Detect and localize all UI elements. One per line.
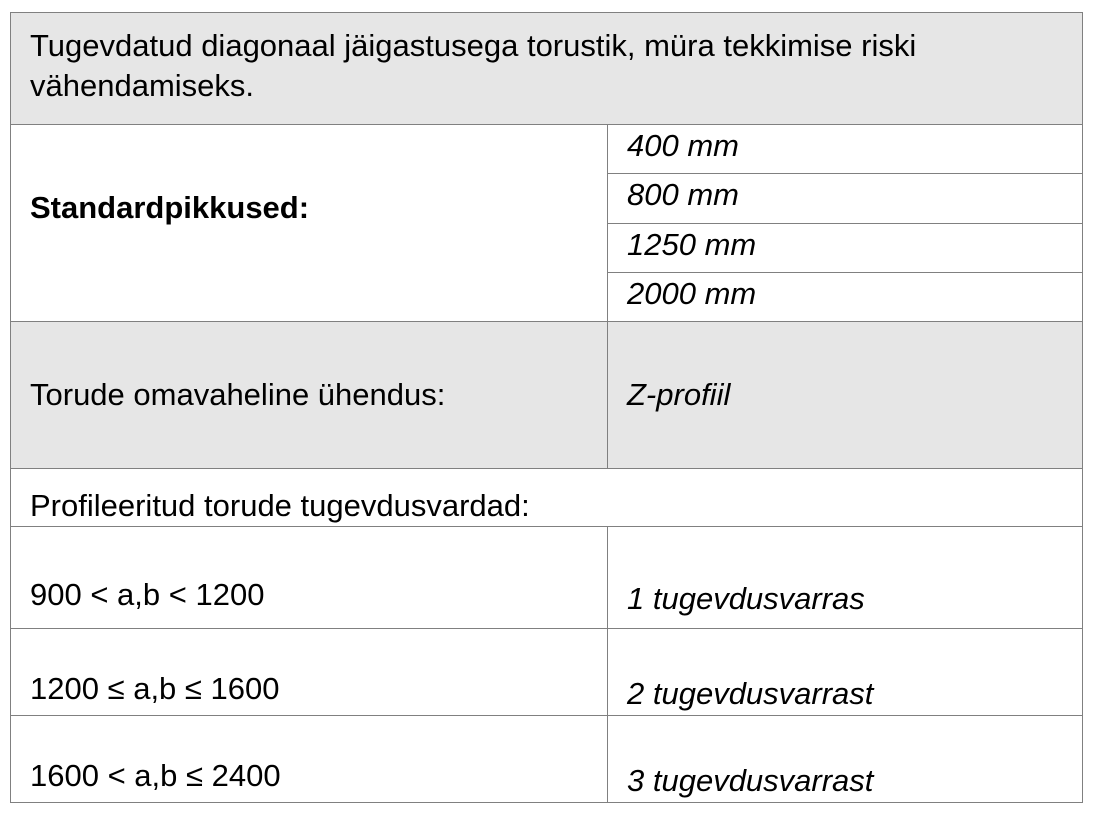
- range-cell: [11, 629, 608, 716]
- range-cell: [11, 527, 608, 629]
- connection-row: [11, 322, 1083, 469]
- connection-value: Z-profiil: [627, 377, 731, 413]
- length-value: 800 mm: [627, 177, 739, 213]
- range-value: 900 < a,b < 1200: [30, 576, 265, 612]
- spec-table: [10, 12, 1083, 803]
- table-row: [11, 629, 1083, 716]
- count-cell: [608, 629, 1083, 716]
- connection-value-cell: [608, 322, 1083, 469]
- length-value-cell: [608, 223, 1083, 272]
- count-value: 2 tugevdusvarrast: [627, 676, 874, 712]
- range-cell: [11, 715, 608, 802]
- range-value: 1600 < a,b ≤ 2400: [30, 757, 281, 793]
- length-row-1: [11, 124, 1083, 173]
- count-value: 3 tugevdusvarrast: [627, 763, 874, 799]
- count-cell: [608, 527, 1083, 629]
- length-value: 1250 mm: [627, 226, 757, 262]
- range-value: 1200 ≤ a,b ≤ 1600: [30, 670, 280, 706]
- connection-label: Torude omavaheline ühendus:: [30, 377, 446, 413]
- title-row: [11, 13, 1083, 125]
- count-cell: [608, 715, 1083, 802]
- count-value: 1 tugevdusvarras: [627, 581, 865, 617]
- standard-lengths-label-cell: [11, 124, 608, 322]
- table-row: [11, 527, 1083, 629]
- title-cell: [11, 13, 1083, 125]
- table-row: [11, 715, 1083, 802]
- reinforcement-heading-row: [11, 469, 1083, 527]
- length-value: 400 mm: [627, 127, 739, 163]
- standard-lengths-label: Standardpikkused:: [30, 189, 310, 225]
- length-value-cell: [608, 272, 1083, 321]
- reinforcement-heading-cell: [11, 469, 1083, 527]
- length-value-cell: [608, 124, 1083, 173]
- connection-label-cell: [11, 322, 608, 469]
- reinforcement-heading: Profileeritud torude tugevdusvardad:: [30, 487, 530, 523]
- table-title: Tugevdatud diagonaal jäigastusega torustik, müra tekkimise riski vähendamiseks.: [30, 28, 917, 104]
- length-value-cell: [608, 174, 1083, 223]
- length-value: 2000 mm: [627, 276, 757, 312]
